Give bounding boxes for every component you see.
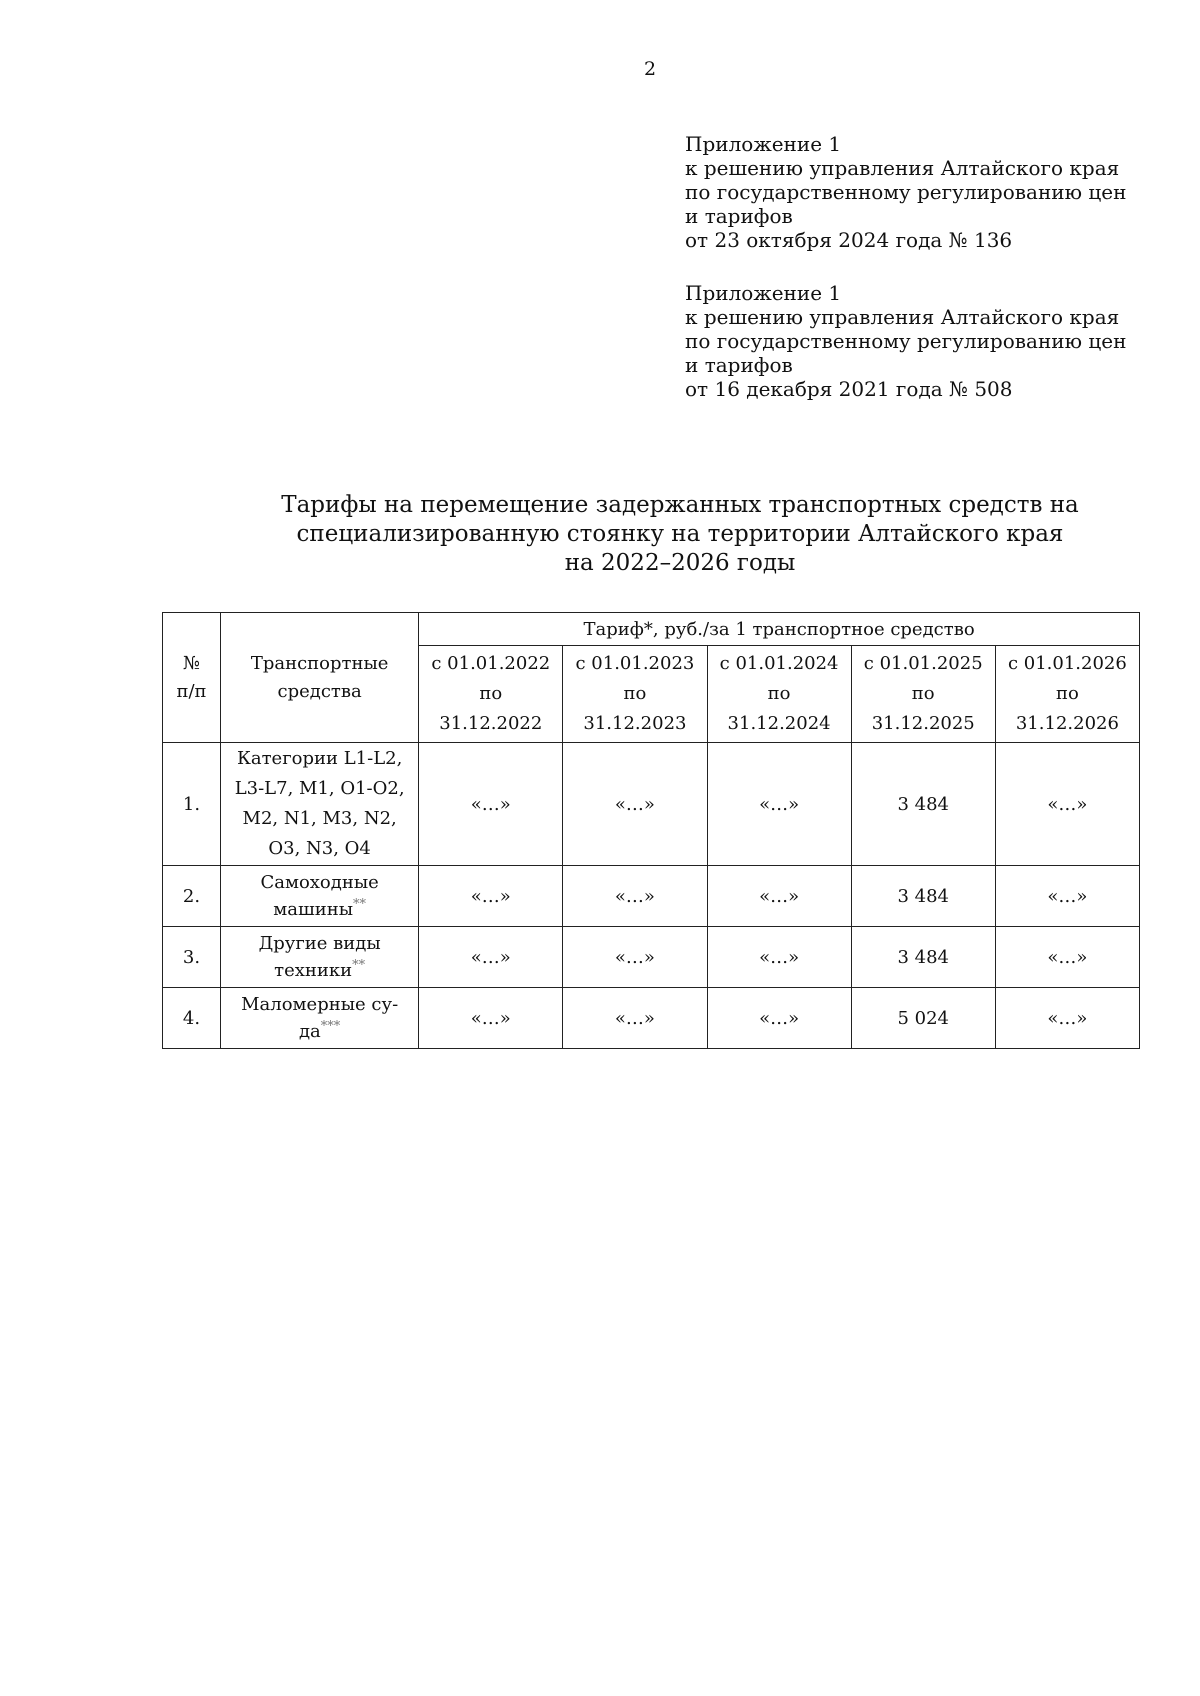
vehicle-type-line: Маломерные су- (241, 994, 399, 1015)
header-period-2025 (851, 646, 995, 743)
header-number-line: № (183, 652, 201, 674)
period-word: по (767, 683, 791, 704)
period-to: 31.12.2024 (727, 713, 831, 734)
vehicle-type-line: M2, N1, M3, N2, (242, 808, 397, 829)
period-to: 31.12.2025 (871, 713, 975, 734)
period-word: по (911, 683, 935, 704)
appendix-date: от 16 декабря 2021 года № 508 (685, 377, 1013, 401)
appendix-line: к решению управления Алтайского края (685, 305, 1120, 329)
header-number (163, 613, 221, 743)
header-period-2022 (419, 646, 563, 743)
vehicle-type-line: машины (273, 899, 354, 920)
appendix-heading: Приложение 1 (685, 281, 842, 305)
vehicle-type (221, 988, 419, 1049)
tariff-value: «…» (995, 743, 1139, 866)
period-to: 31.12.2022 (439, 713, 543, 734)
appendix-original-reference (685, 281, 1145, 401)
tariff-value: «…» (995, 866, 1139, 927)
appendix-line: и тарифов (685, 353, 793, 377)
tariff-table (162, 612, 1140, 1049)
table-row (163, 866, 1140, 927)
period-word: по (1055, 683, 1079, 704)
header-period-2023 (563, 646, 707, 743)
table-row (163, 743, 1140, 866)
tariff-value: «…» (707, 927, 851, 988)
vehicle-type-line: L3-L7, M1, O1-O2, (234, 778, 405, 799)
title-line: на 2022–2026 годы (564, 550, 796, 576)
period-to: 31.12.2026 (1015, 713, 1119, 734)
period-word: по (479, 683, 503, 704)
vehicle-type-line: Другие виды (258, 933, 381, 954)
tariff-value: «…» (707, 866, 851, 927)
page-number: 2 (643, 58, 657, 80)
footnote-mark: *** (320, 1019, 341, 1034)
table-row (163, 927, 1140, 988)
tariff-value: «…» (419, 927, 563, 988)
tariff-value: 3 484 (851, 927, 995, 988)
appendix-line: по государственному регулированию цен (685, 329, 1127, 353)
tariff-value: «…» (707, 988, 851, 1049)
tariff-value: «…» (707, 743, 851, 866)
tariff-value: 3 484 (851, 743, 995, 866)
row-number: 3. (163, 927, 221, 988)
row-number: 4. (163, 988, 221, 1049)
vehicle-type-line: Категории L1-L2, (236, 748, 403, 769)
appendix-date: от 23 октября 2024 года № 136 (685, 228, 1013, 252)
tariff-value: 5 024 (851, 988, 995, 1049)
period-from: с 01.01.2024 (719, 653, 839, 674)
header-type-line: средства (277, 680, 362, 702)
appendix-line: к решению управления Алтайского края (685, 156, 1120, 180)
tariff-value: «…» (563, 743, 707, 866)
tariff-value: «…» (419, 988, 563, 1049)
tariff-value: «…» (419, 743, 563, 866)
tariff-value: «…» (419, 866, 563, 927)
header-type-line: Транспортные (250, 652, 389, 674)
title-line: специализированную стоянку на территории Алтайского края (296, 521, 1064, 547)
vehicle-type-line-with-mark (223, 1018, 416, 1045)
footnote-mark: ** (353, 897, 367, 912)
period-from: с 01.01.2026 (1007, 653, 1127, 674)
vehicle-type-line: O3, N3, O4 (268, 838, 371, 859)
vehicle-type (221, 927, 419, 988)
period-word: по (623, 683, 647, 704)
vehicle-type (221, 866, 419, 927)
document-title (200, 491, 1160, 578)
tariff-value: «…» (563, 866, 707, 927)
tariff-value: «…» (563, 988, 707, 1049)
tariff-value: «…» (563, 927, 707, 988)
header-period-2026 (995, 646, 1139, 743)
appendix-line: по государственному регулированию цен (685, 180, 1127, 204)
appendix-line: и тарифов (685, 204, 793, 228)
footnote-mark: ** (352, 958, 366, 973)
period-from: с 01.01.2022 (431, 653, 551, 674)
appendix-current-reference (685, 132, 1145, 252)
header-number-line: п/п (176, 680, 207, 702)
vehicle-type-line: да (298, 1021, 321, 1042)
header-tariff: Тариф*, руб./за 1 транспортное средство (419, 613, 1140, 646)
title-line: Тарифы на перемещение задержанных транспортных средств на (281, 492, 1079, 518)
appendix-heading: Приложение 1 (685, 132, 842, 156)
period-from: с 01.01.2025 (863, 653, 983, 674)
vehicle-type (221, 743, 419, 866)
row-number: 1. (163, 743, 221, 866)
vehicle-type-line: техники (274, 960, 353, 981)
vehicle-type-line: Самоходные (260, 872, 379, 893)
tariff-value: «…» (995, 927, 1139, 988)
period-from: с 01.01.2023 (575, 653, 695, 674)
header-period-2024 (707, 646, 851, 743)
vehicle-type-line-with-mark (223, 896, 416, 923)
row-number: 2. (163, 866, 221, 927)
header-vehicle-type (221, 613, 419, 743)
table-row (163, 988, 1140, 1049)
period-to: 31.12.2023 (583, 713, 687, 734)
vehicle-type-line-with-mark (223, 957, 416, 984)
tariff-value: «…» (995, 988, 1139, 1049)
tariff-value: 3 484 (851, 866, 995, 927)
